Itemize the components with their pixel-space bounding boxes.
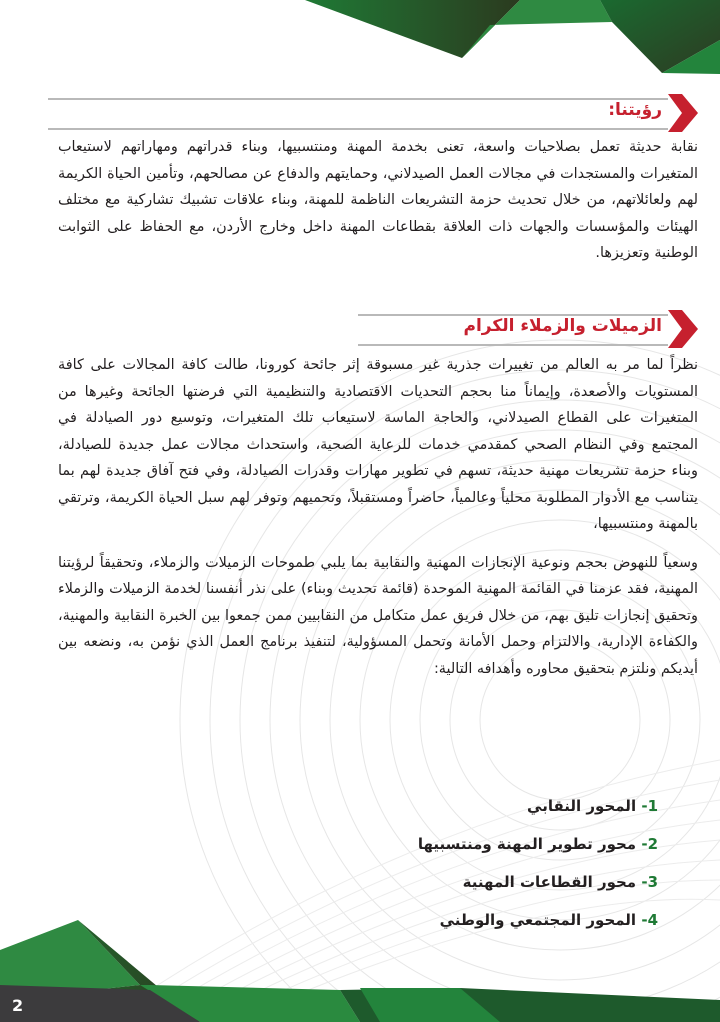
vision-header — [18, 92, 698, 134]
colleagues-paragraph-2: وسعياً للنهوض بحجم ونوعية الإنجازات المهنية والنقابية بما يلبي طموحات الزميلات والزملاء، وتحقيقاً لرؤيتنا المهنية، فقد عزمنا في القائمة المهنية الموحدة (قائمة تحديث وبناء) على نذر أنفسنا لخدمة الزميلات والزملاء وتحقيق إنجازات تليق بهم، من خلال فريق عمل متكامل من النقابيين ممن جمعوا بين الخبرة النقابية والمهنية، والكفاءة الإدارية، والالتزام وحمل الأمانة وتحمل المسؤولية، لتنفيذ برنامج العمل الذي نؤمن به، ونضعه بين أيديكم ونلتزم بتحقيق محاوره وأهدافه التالية: — [58, 554, 698, 677]
list-item — [418, 863, 658, 901]
chevron-right-icon — [668, 94, 698, 132]
header-rule — [48, 128, 668, 130]
axes-list — [418, 787, 658, 939]
list-number: 1- — [641, 797, 658, 815]
list-number: 2- — [641, 835, 658, 853]
colleagues-paragraph-1: نظراً لما مر به العالم من تغييرات جذرية غير مسبوقة إثر جائحة كورونا، طالت كافة المجالات على كافة المستويات والأصعدة، وإيماناً منا بحجم التحديات الاقتصادية والتنظيمية التي فرضتها الجائحة وغيرها من المتغيرات على القطاع الصيدلاني، والحاجة الماسة لاستيعاب تلك المتغيرات، وتوسيع دور الصيادلة في المجتمع وفي النظام الصحي كمقدمي خدمات للرعاية الصحية، واستحداث مجالات عمل جديدة للصيادلة، وبناء حزمة تشريعات مهنية حديثة، تسهم في تطوير مهارات وقدرات الصيادلة، وفي فتح آفاق جديدة لهم بما يتناسب مع الأدوار المطلوبة محلياً وعالمياً، حاضراً ومستقبلاً، وتحميهم وتوفر لهم سبل الحياة الكريمة، وترتقي بالمهنة ومنتسبيها، — [58, 357, 698, 532]
list-item — [418, 901, 658, 939]
header-rule — [358, 344, 668, 346]
list-label: محور القطاعات المهنية — [462, 873, 637, 891]
list-number: 3- — [641, 873, 658, 891]
top-green-shapes — [305, 0, 720, 74]
colleagues-header — [298, 308, 698, 350]
colleagues-title: الزميلات والزملاء الكرام — [463, 316, 662, 336]
vision-section — [58, 134, 698, 267]
list-label: المحور النقابي — [527, 797, 637, 815]
list-label: محور تطوير المهنة ومنتسبيها — [417, 835, 637, 853]
vision-paragraph: نقابة حديثة تعمل بصلاحيات واسعة، تعنى بخدمة المهنة ومنتسبيها، وبناء قدراتهم ومهاراتهم لاستيعاب المتغيرات والمستجدات في مجالات العمل الصيدلاني، وحمايتهم والدفاع عن مصالحهم، وتأمين الحياة الكريمة لهم ولعائلاتهم، من خلال تحديث حزمة التشريعات الناظمة للمهنة، وبناء علاقات تشبيك تشاركية مع مختلف الهيئات والمؤسسات والجهات ذات العلاقة بقطاعات المهنة داخل وخارج الأردن، مع الحفاظ على الثوابت الوطنية وتعزيزها. — [58, 139, 698, 261]
colleagues-section — [58, 352, 698, 682]
header-rule — [48, 98, 668, 100]
chevron-right-icon — [668, 310, 698, 348]
list-item — [418, 825, 658, 863]
list-item — [418, 787, 658, 825]
vision-title: رؤيتنا: — [608, 100, 662, 120]
page-number: 2 — [12, 996, 24, 1015]
list-number: 4- — [641, 911, 658, 929]
list-label: المحور المجتمعي والوطني — [439, 911, 637, 929]
